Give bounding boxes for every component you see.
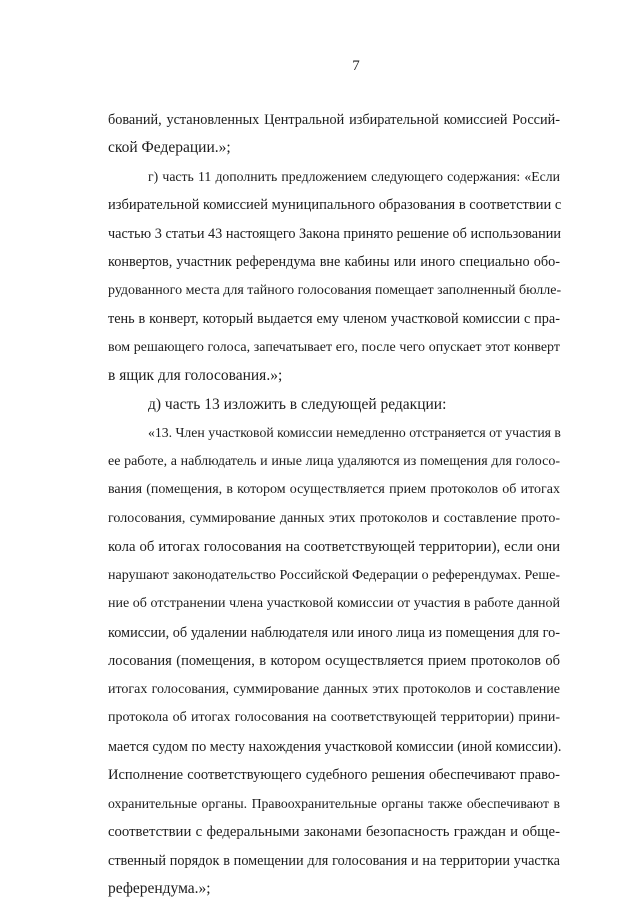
- text-line: ее работе, а наблюдатель и иные лица удаляются из помещения для голосо-: [108, 454, 560, 469]
- text-line: референдума.»;: [108, 880, 211, 897]
- text-line: лосования (помещения, в котором осуществляется прием протоколов об: [108, 653, 560, 669]
- text-line: соответствии с федеральными законами безопасность граждан и обще-: [108, 824, 560, 840]
- text-line: протокола об итогах голосования на соответствующей территории) прини-: [108, 710, 560, 725]
- text-line: ственный порядок в помещении для голосования и на территории участка: [108, 853, 560, 869]
- paragraph-13-start: «13. Член участковой комиссии немедленно отстраняется от участия в: [148, 425, 561, 440]
- text-line: рудованного места для тайного голосования помещает заполненный бюлле-: [108, 283, 562, 298]
- text-line: в ящик для голосования.»;: [108, 367, 283, 384]
- text-line: избирательной комиссией муниципального образования в соответствии с: [108, 197, 562, 213]
- text-line: итогах голосования, суммирование данных этих протоколов и составление: [108, 682, 560, 697]
- text-line: голосования, суммирование данных этих протоколов и составление прото-: [108, 511, 560, 526]
- text-line: вом решающего голоса, запечатывает его, после чего опускает этот конверт: [108, 340, 560, 355]
- paragraph-g-start: г) часть 11 дополнить предложением следующего содержания: «Если: [148, 169, 560, 184]
- text-line: нарушают законодательство Российской Федерации о референдумах. Реше-: [108, 568, 560, 583]
- paragraph-d-heading: д) часть 13 изложить в следующей редакции:: [148, 396, 447, 413]
- text-line: тень в конверт, который выдается ему членом участковой комиссии с пра-: [108, 311, 560, 327]
- text-line: конвертов, участник референдума вне кабины или иного специально обо-: [108, 254, 560, 270]
- text-line: мается судом по месту нахождения участковой комиссии (иной комиссии).: [108, 739, 562, 755]
- page-number: 7: [352, 58, 360, 74]
- text-line: вания (помещения, в котором осуществляется прием протоколов об итогах: [108, 482, 560, 497]
- text-line: частью 3 статьи 43 настоящего Закона принято решение об использовании: [108, 226, 561, 242]
- text-line: ской Федерации.»;: [108, 139, 231, 156]
- text-line: охранительные органы. Правоохранительные органы также обеспечивают в: [108, 796, 560, 811]
- text-line: бований, установленных Центральной избирательной комиссией Россий-: [108, 112, 560, 128]
- text-line: ние об отстранении члена участковой комиссии от участия в работе данной: [108, 596, 560, 611]
- text-line: Исполнение соответствующего судебного решения обеспечивают право-: [108, 767, 560, 783]
- text-line: кола об итогах голосования на соответствующей территории), если они: [108, 539, 560, 555]
- text-line: комиссии, об удалении наблюдателя или иного лица из помещения для го-: [108, 625, 560, 641]
